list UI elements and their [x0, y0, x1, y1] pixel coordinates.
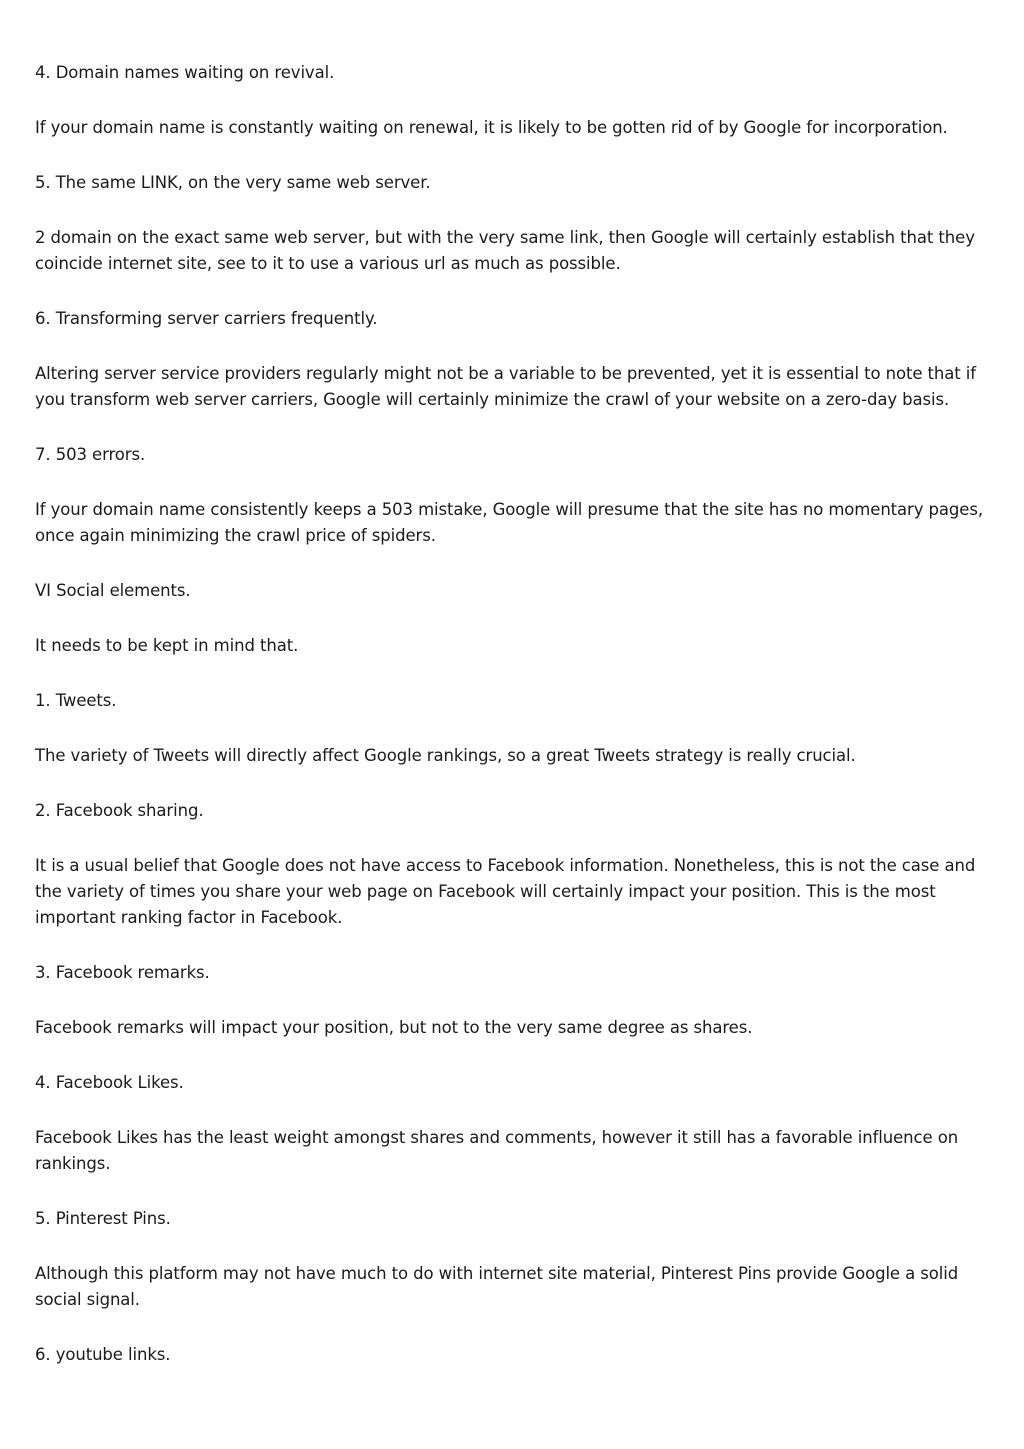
paragraph-domain-renewal: If your domain name is constantly waiting on renewal, it is likely to be gotten rid of by Google for incorporation. [35, 118, 948, 137]
paragraph-kept-in-mind: It needs to be kept in mind that. [35, 636, 299, 655]
heading-facebook-likes: 4. Facebook Likes. [35, 1073, 184, 1092]
heading-domain-revival: 4. Domain names waiting on revival. [35, 63, 335, 82]
paragraph-facebook-sharing: It is a usual belief that Google does not have access to Facebook information. Nonetheless, this is not the case and the variety of times you share your web page on Facebook will certainly impact your position. This is the most important ranking factor in Facebook. [35, 856, 976, 927]
heading-facebook-sharing: 2. Facebook sharing. [35, 801, 204, 820]
heading-same-link: 5. The same LINK, on the very same web server. [35, 173, 431, 192]
heading-pinterest-pins: 5. Pinterest Pins. [35, 1209, 171, 1228]
paragraph-503-mistake: If your domain name consistently keeps a 503 mistake, Google will presume that the site has no momentary pages, once again minimizing the crawl price of spiders. [35, 500, 984, 545]
paragraph-tweets: The variety of Tweets will directly affect Google rankings, so a great Tweets strategy is really crucial. [35, 746, 856, 765]
heading-facebook-remarks: 3. Facebook remarks. [35, 963, 210, 982]
paragraph-pinterest-pins: Although this platform may not have much to do with internet site material, Pinterest Pins provide Google a solid social signal. [35, 1264, 959, 1309]
heading-youtube-links: 6. youtube links. [35, 1345, 171, 1364]
paragraph-server-providers: Altering server service providers regularly might not be a variable to be prevented, yet it is essential to note that if you transform web server carriers, Google will certainly minimize the crawl of your website on a zero-day basis. [35, 364, 976, 409]
paragraph-facebook-remarks: Facebook remarks will impact your position, but not to the very same degree as shares. [35, 1018, 753, 1037]
paragraph-facebook-likes: Facebook Likes has the least weight amongst shares and comments, however it still has a favorable influence on rankings. [35, 1128, 959, 1173]
heading-social-elements: VI Social elements. [35, 581, 191, 600]
document-page [35, 60, 1000, 1397]
heading-tweets: 1. Tweets. [35, 691, 117, 710]
heading-503-errors: 7. 503 errors. [35, 445, 146, 464]
paragraph-same-server: 2 domain on the exact same web server, but with the very same link, then Google will certainly establish that they coincide internet site, see to it to use a various url as much as possible. [35, 228, 975, 273]
heading-server-carriers: 6. Transforming server carriers frequently. [35, 309, 378, 328]
